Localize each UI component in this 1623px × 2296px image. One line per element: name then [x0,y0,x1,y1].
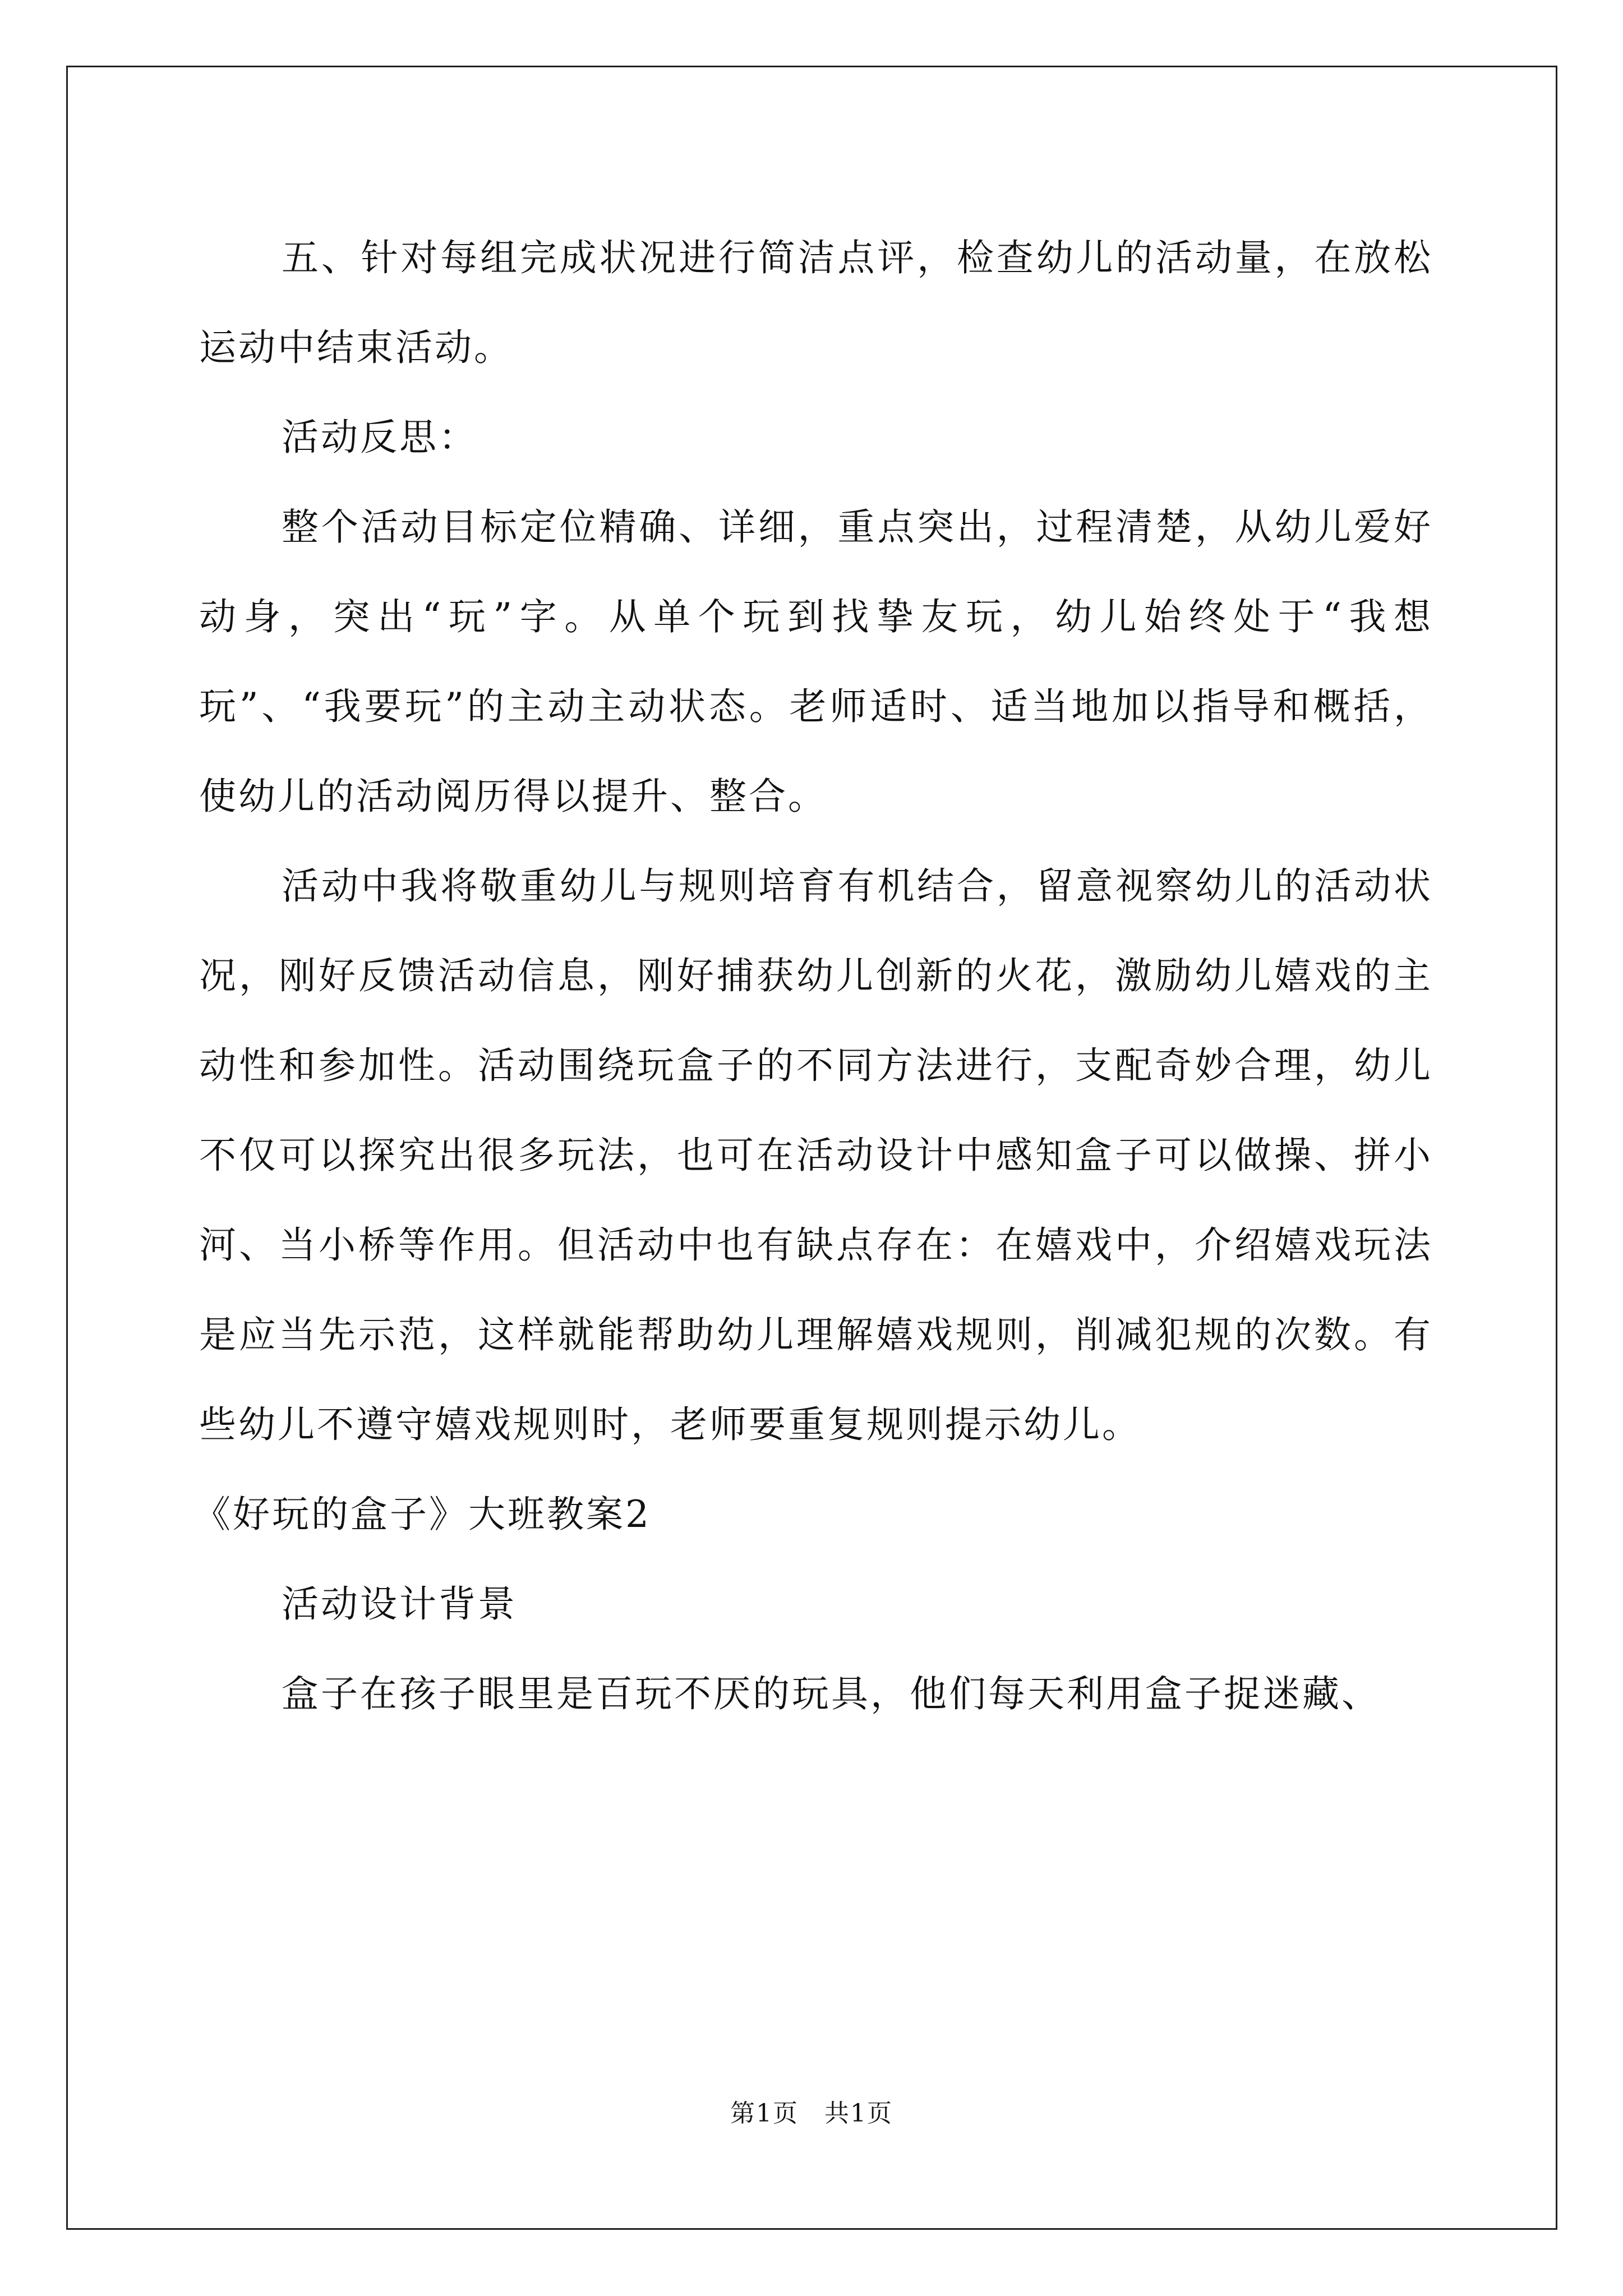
section-title: 《好玩的盒子》大班教案2 [193,1493,651,1536]
paragraph-evaluation: 五、针对每组完成状况进行简洁点评，检查幼儿的活动量，在放松运动中结束活动。 [199,236,1433,369]
document-body [193,213,1433,1739]
paragraph-design-background-text: 盒子在孩子眼里是百玩不厌的玩具，他们每天利用盒子捉迷藏、 [282,1672,1381,1715]
page-footer [0,2097,1623,2131]
page-total: 共1页 [824,2099,893,2128]
paragraph-reflection-rules: 活动中我将敬重幼儿与规则培育有机结合，留意视察幼儿的活动状况，刚好反馈活动信息，刚好捕获幼儿创新的火花，激励幼儿嬉戏的主动性和参加性。活动围绕玩盒子的不同方法进行，支配奇妙合理，幼儿不仅可以探究出很多玩法，也可在活动设计中感知盒子可以做操、拼小河、当小桥等作用。但活动中也有缺点存在：在嬉戏中，介绍嬉戏玩法是应当先示范，这样就能帮助幼儿理解嬉戏规则，削减犯规的次数。有些幼儿不遵守嬉戏规则时，老师要重复规则提示幼儿。 [199,864,1433,1446]
page-number: 第1页 [730,2099,799,2128]
paragraph-reflection-heading: 活动反思： [282,416,478,459]
paragraph-reflection-goals: 整个活动目标定位精确、详细，重点突出，过程清楚，从幼儿爱好动身，突出“玩”字。从单个玩到找挚友玩，幼儿始终处于“我想玩”、“我要玩”的主动主动状态。老师适时、适当地加以指导和概括，使幼儿的活动阅历得以提升、整合。 [199,505,1433,818]
paragraph-design-background-heading: 活动设计背景 [282,1582,517,1626]
